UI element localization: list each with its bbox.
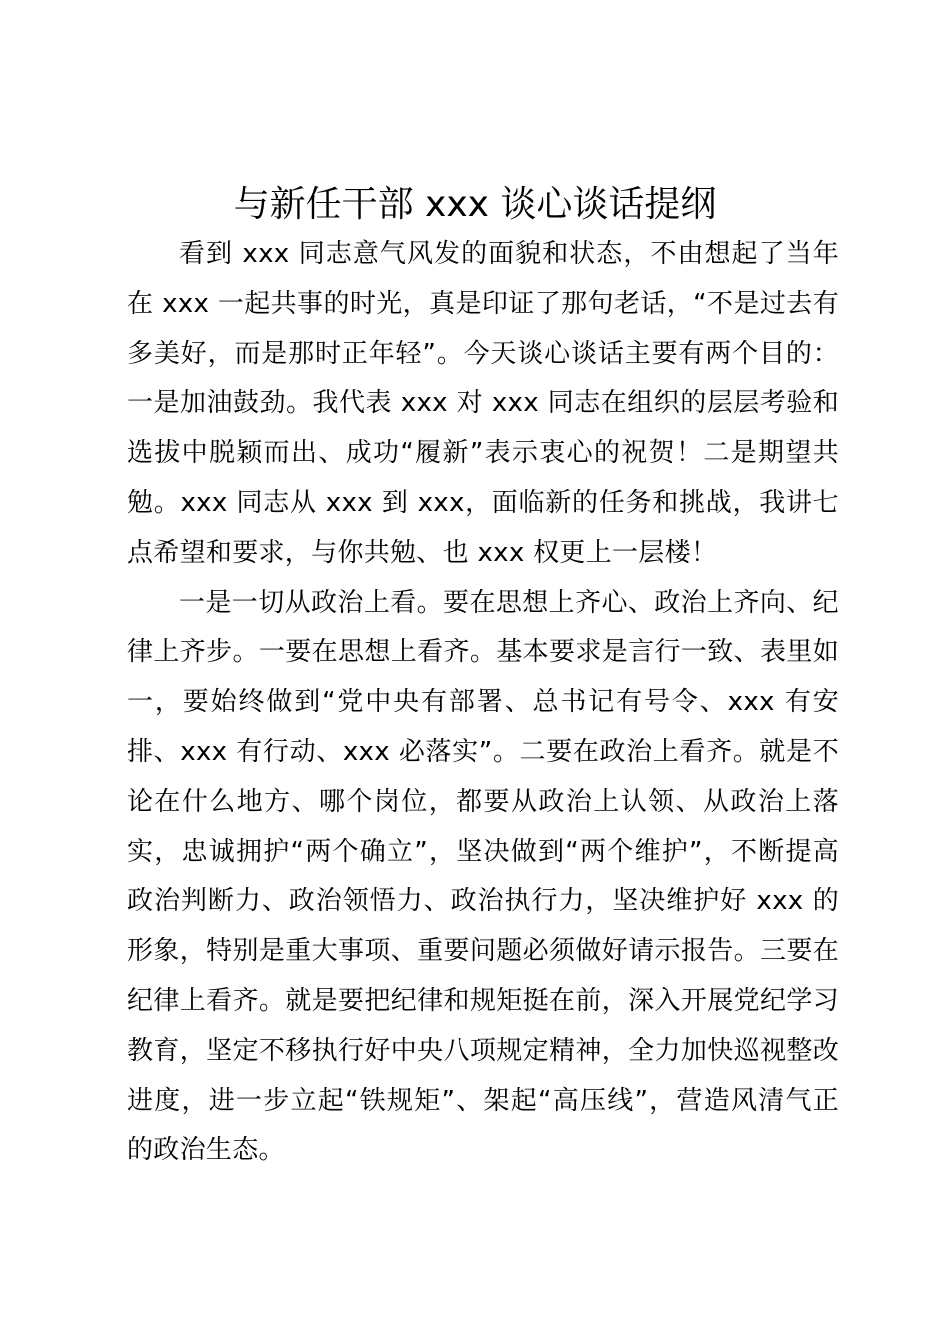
paragraph-intro: 看到 xxx 同志意气风发的面貌和状态，不由想起了当年在 xxx 一起共事的时光，真是印证了那句老话，“不是过去有多美好，而是那时正年轻”。今天谈心谈话主要有两个目的：一是加油鼓劲。我代表 xxx 对 xxx 同志在组织的层层考验和选拔中脱颖而出、成功“履新”表示衷心的祝贺！二是期望共勉。xxx 同志从 xxx 到 xxx，面临新的任务和挑战，我讲七点希望和要求，与你共勉、也 xxx 权更上一层楼！ — [127, 239, 839, 568]
paragraph-point-one: 一是一切从政治上看。要在思想上齐心、政治上齐向、纪律上齐步。一要在思想上看齐。基本要求是言行一致、表里如一，要始终做到“党中央有部署、总书记有号令、xxx 有安排、xxx 有行动、xxx 必落实”。二要在政治上看齐。就是不论在什么地方、哪个岗位，都要从政治上认领、从政治上落实，忠诚拥护“两个确立”，坚决做到“两个维护”，不断提高政治判断力、政治领悟力、政治执行力，坚决维护好 xxx 的形象，特别是重大事项、重要问题必须做好请示报告。三要在纪律上看齐。就是要把纪律和规矩挺在前，深入开展党纪学习教育，坚定不移执行好中央八项规定精神，全力加快巡视整改进度，进一步立起“铁规矩”、架起“高压线”，营造风清气正的政治生态。 — [127, 587, 839, 1166]
document-body — [127, 230, 839, 1176]
document-title: 与新任干部 xxx 谈心谈话提纲 — [233, 184, 717, 225]
